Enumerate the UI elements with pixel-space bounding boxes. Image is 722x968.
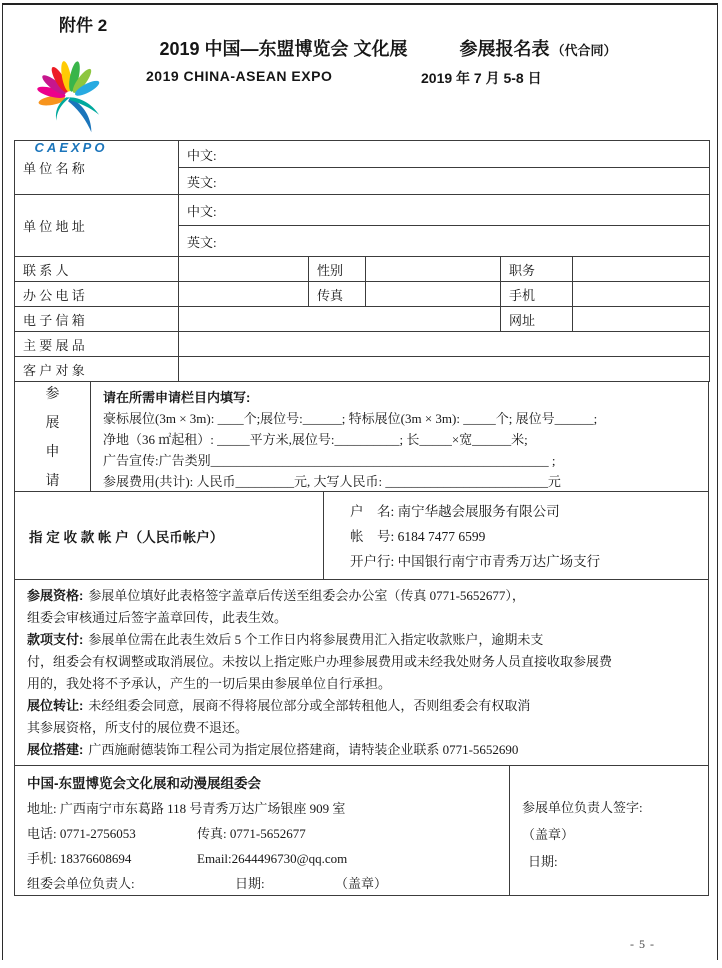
title-expo-cn: 2019 中国—东盟博览会 文化展	[159, 39, 408, 59]
mobile-value-field	[573, 282, 710, 307]
note-text: 未经组委会同意，展商不得将展位部分或全部转租他人，否则组委会有权取消	[88, 698, 531, 713]
title-form-name: 参展报名表	[459, 39, 550, 59]
committee-sign-row	[27, 871, 499, 896]
application-label-char: 请	[45, 474, 60, 489]
unit-name-cn-field: 中文:	[179, 141, 710, 168]
caexpo-logo	[25, 47, 117, 155]
committee-fax: 传真: 0771-5652677	[197, 826, 306, 841]
committee-address: 地址: 广西南宁市东葛路 118 号青秀万达广场银座 909 室	[27, 801, 346, 816]
unit-address-label: 单 位 地 址	[15, 195, 179, 257]
position-label: 职务	[501, 257, 573, 282]
contact-value-field	[179, 257, 309, 282]
exhibitor-signature-cell	[510, 766, 708, 895]
bank-account-label: 指 定 收 款 帐 户（人民币帐户）	[15, 492, 324, 579]
application-intro: 请在所需申请栏目内填写:	[103, 390, 251, 405]
attachment-label: 附件 2	[59, 16, 108, 35]
unit-name-label: 单 位 名 称	[15, 141, 179, 195]
form-title	[95, 35, 681, 61]
committee-info	[15, 766, 510, 895]
terms-section	[14, 580, 709, 766]
note-payment-line1	[27, 629, 696, 651]
application-label-char: 展	[45, 416, 60, 431]
gender-label: 性别	[309, 257, 366, 282]
note-text: 广西施耐德装饰工程公司为指定展位搭建商，请特装企业联系 0771-5652690	[88, 742, 519, 757]
main-exhibits-value-field	[179, 332, 710, 357]
exhibitor-signer-label: 参展单位负责人签字:	[522, 800, 643, 815]
bank-account-section	[14, 492, 709, 580]
committee-name: 中国-东盟博览会文化展和动漫展组委会	[27, 776, 261, 791]
note-construction-title: 展位搭建:	[27, 742, 84, 757]
note-construction-line	[27, 739, 696, 761]
committee-date-label: 日期:	[235, 876, 265, 891]
target-customers-label: 客 户 对 象	[15, 357, 179, 382]
unit-address-cn-field: 中文:	[179, 195, 710, 226]
office-phone-value-field	[179, 282, 309, 307]
contact-label: 联 系 人	[15, 257, 179, 282]
application-label-char: 参	[45, 387, 60, 402]
target-customers-value-field	[179, 357, 710, 382]
website-value-field	[573, 307, 710, 332]
committee-signer-label: 组委会单位负责人:	[27, 876, 135, 891]
bank-account-name: 户 名: 南宁华越会展服务有限公司	[350, 504, 560, 519]
bank-branch: 开户行: 中国银行南宁市青秀万达广场支行	[350, 554, 601, 569]
note-transfer-title: 展位转让:	[27, 698, 84, 713]
exhibitor-seal-label: （盖章）	[522, 827, 575, 842]
bank-account-number: 帐 号: 6184 7477 6599	[350, 529, 486, 544]
application-fee-line: 参展费用(共计): 人民币_________元, 大写人民币: _________________________元	[103, 474, 561, 489]
expo-name-en: 2019 CHINA-ASEAN EXPO	[146, 68, 333, 84]
committee-seal-label: （盖章）	[335, 876, 388, 891]
registration-table	[14, 140, 710, 382]
application-space-line: 净地（36 ㎡起租）: _____平方米,展位号:__________; 长_____×宽______米;	[103, 432, 528, 447]
email-label: 电 子 信 箱	[15, 307, 179, 332]
note-eligibility-line1	[27, 585, 696, 607]
committee-section	[14, 766, 709, 896]
unit-address-en-field: 英文:	[179, 226, 710, 257]
note-transfer-line1	[27, 695, 696, 717]
expo-date: 2019 年 7 月 5-8 日	[421, 70, 542, 86]
exhibitor-date-label: 日期:	[528, 854, 558, 869]
application-content	[91, 382, 708, 491]
email-value-field	[179, 307, 501, 332]
registration-form	[14, 140, 709, 896]
main-exhibits-label: 主 要 展 品	[15, 332, 179, 357]
note-text: 参展单位填好此表格签字盖章后传送至组委会办公室（传真 0771-5652677），	[88, 588, 525, 603]
website-label: 网址	[501, 307, 573, 332]
note-transfer-line2: 其参展资格，所支付的展位费不退还。	[27, 720, 249, 735]
application-booth-line: 豪标展位(3m × 3m): ____个;展位号:______; 特标展位(3m × 3m): _____个; 展位号______;	[103, 411, 598, 426]
note-text: 参展单位需在此表生效后 5 个工作日内将参展费用汇入指定收款账户，逾期未支	[88, 632, 544, 647]
gender-value-field	[366, 257, 501, 282]
document-page	[2, 3, 718, 960]
note-payment-line3: 用的，我处将不予承认，产生的一切后果由参展单位自行承担。	[27, 676, 392, 691]
note-payment-title: 款项支付:	[27, 632, 84, 647]
caexpo-logo-text: CAEXPO	[34, 140, 108, 155]
committee-email: Email:2644496730@qq.com	[197, 851, 348, 866]
committee-mobile-email-row	[27, 846, 499, 871]
fax-value-field	[366, 282, 501, 307]
position-value-field	[573, 257, 710, 282]
bank-account-details	[324, 492, 708, 579]
fax-label: 传真	[309, 282, 366, 307]
unit-name-en-field: 英文:	[179, 168, 710, 195]
application-ad-line: 广告宣传:广告类别____________________________________________________ ;	[103, 453, 556, 468]
committee-mobile: 手机: 18376608694	[27, 851, 132, 866]
mobile-label: 手机	[501, 282, 573, 307]
committee-tel: 电话: 0771-2756053	[27, 826, 136, 841]
title-form-note: （代合同）	[551, 43, 617, 58]
committee-tel-fax-row	[27, 821, 499, 846]
application-section	[14, 382, 709, 492]
page-number: - 5 -	[630, 937, 655, 951]
note-eligibility-title: 参展资格:	[27, 588, 84, 603]
application-vertical-label	[15, 382, 91, 491]
application-label-char: 申	[45, 445, 60, 460]
office-phone-label: 办 公 电 话	[15, 282, 179, 307]
note-eligibility-line2: 组委会审核通过后签字盖章回传，此表生效。	[27, 610, 288, 625]
note-payment-line2: 付，组委会有权调整或取消展位。未按以上指定账户办理参展费用或未经我处财务人员直接收取参展费	[27, 654, 613, 669]
